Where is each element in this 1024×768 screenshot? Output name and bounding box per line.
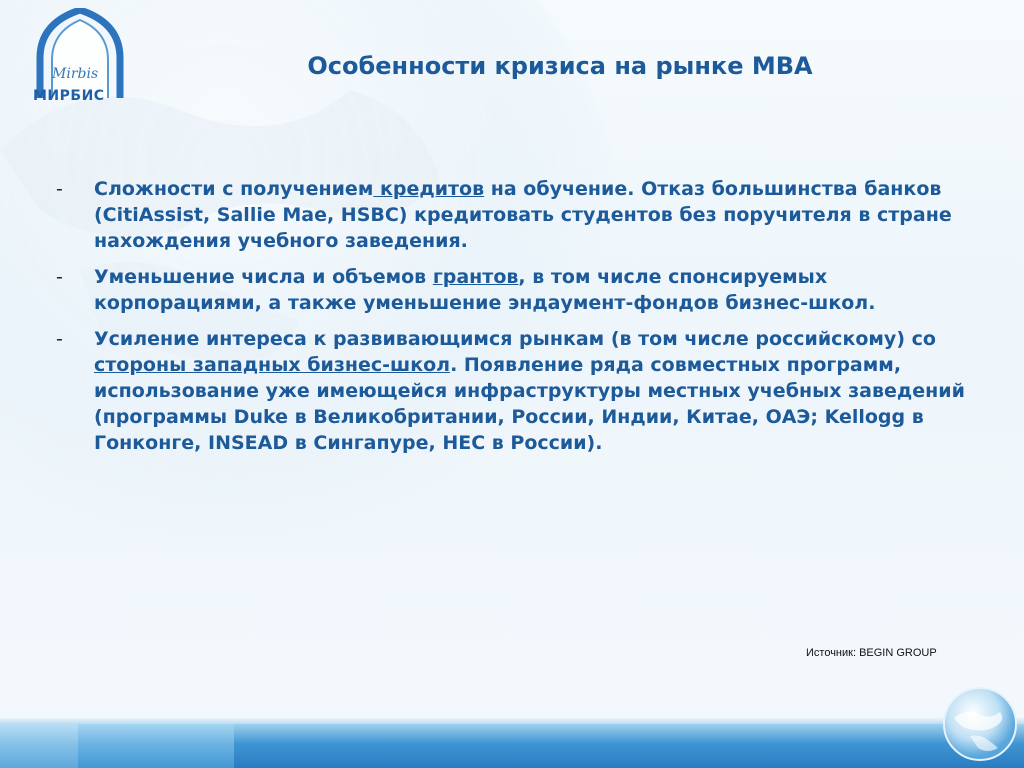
bullet-dash: - (56, 328, 63, 350)
footer-segment (78, 724, 234, 768)
bullet-list (50, 176, 970, 466)
bullet-text: Сложности с получением (94, 178, 374, 200)
bullet-text: Уменьшение числа и объемов (94, 266, 433, 288)
logo-name: МИРБИС (33, 88, 105, 104)
bullet-item (50, 176, 970, 254)
bullet-link-grants: грантов (432, 266, 519, 288)
bullet-link-credits: кредитов (373, 178, 485, 200)
logo-script: Mirbis (52, 66, 99, 82)
bullet-text: . Появление ряда совместных программ, использование уже имеющейся инфраструктуры местных учебных заведений (программы Duke в Великобритании, России, Индии, Китае, ОАЭ; Kellogg в Гонконге, INSEAD в Сингапуре, НЕС в России). (94, 354, 965, 454)
bullet-text: , в том числе спонсируемых корпорациями, а также уменьшение эндаумент-фондов бизнес-школ. (94, 266, 876, 314)
bullet-text: Усиление интереса к развивающимся рынкам (в том числе российскому) со (94, 328, 936, 350)
bullet-link-western-schools: стороны западных бизнес-школ (94, 354, 451, 376)
source-note: Источник: BEGIN GROUP (806, 647, 937, 659)
bullet-text: на обучение. Отказ большинства банков (CitiAssist, Sallie Mae, HSBC) кредитовать студентов без поручителя в стране нахождения учебного заведения. (94, 178, 952, 252)
globe-footer-icon (940, 684, 1020, 764)
bullet-dash: - (56, 266, 63, 288)
footer-band (0, 724, 1024, 768)
bullet-item (50, 264, 970, 316)
footer-segment (0, 724, 78, 768)
bullet-item (50, 326, 970, 456)
bullet-dash: - (56, 178, 63, 200)
slide-title: Особенности кризиса на рынке МВА (307, 52, 813, 80)
